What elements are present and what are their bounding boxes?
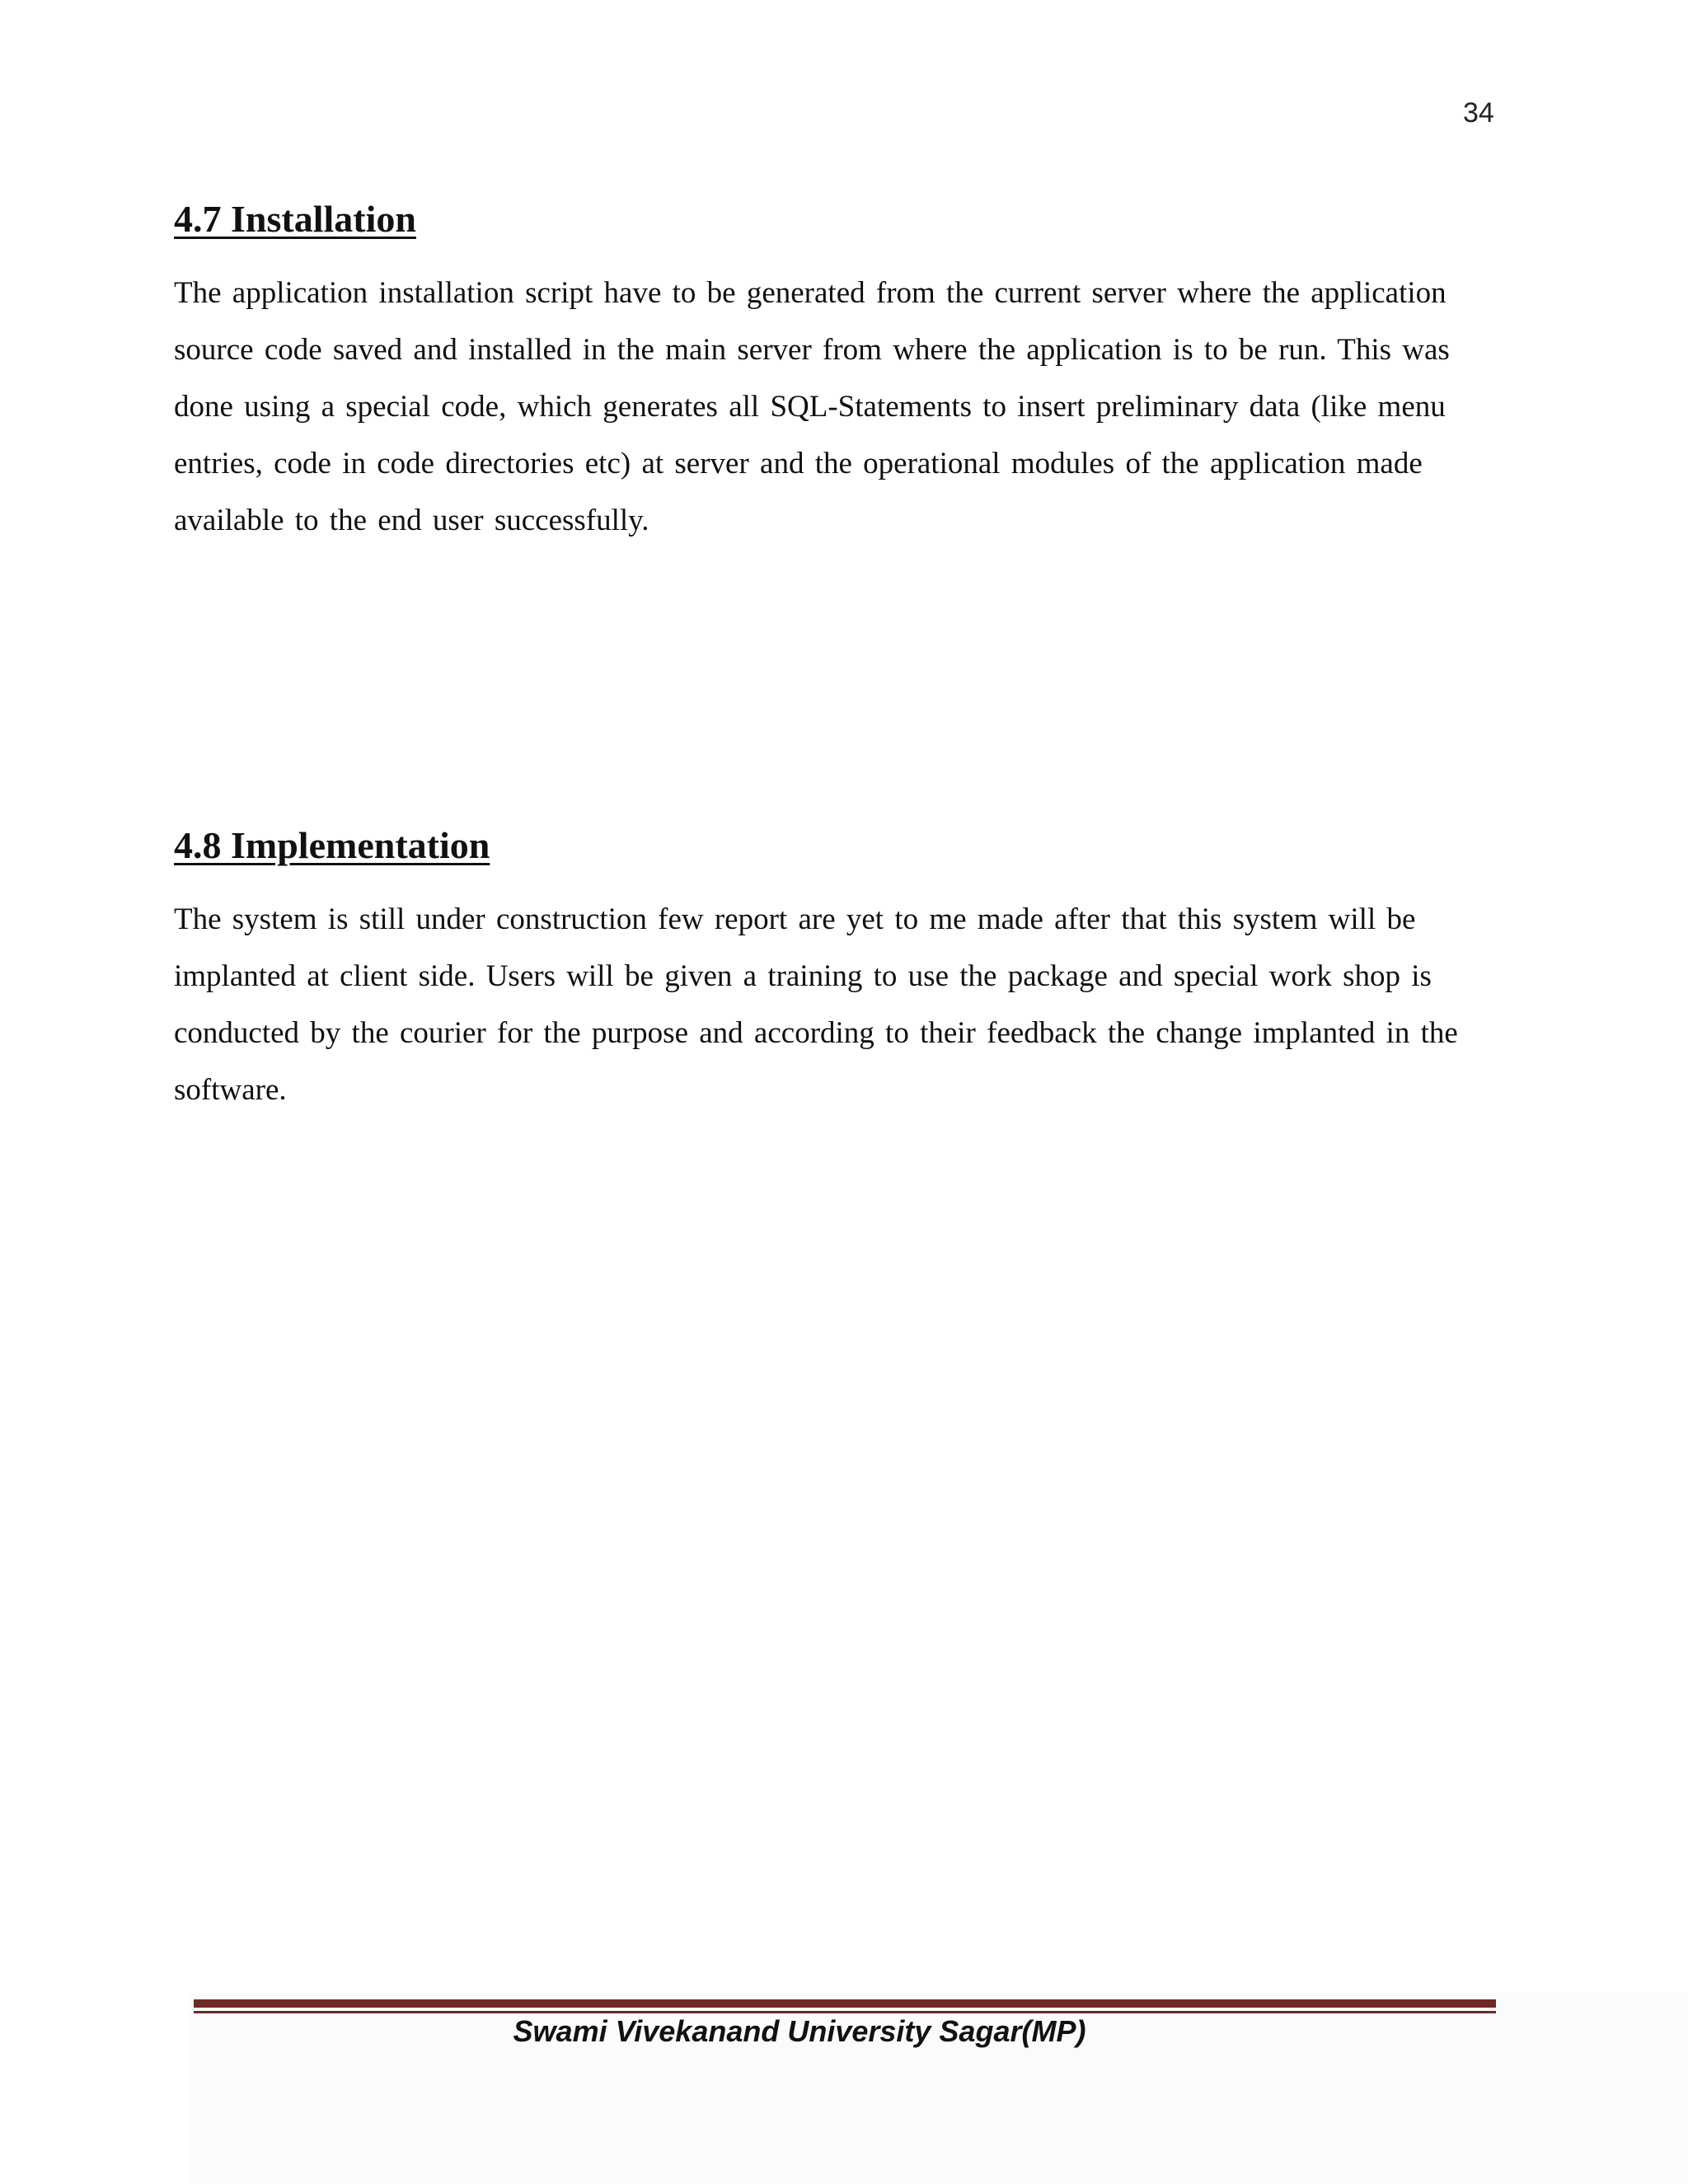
footer-rule: [194, 1999, 1496, 2008]
section-implementation: [174, 823, 1476, 1118]
page-number: 34: [1463, 97, 1494, 129]
section-heading-implementation: 4.8 Implementation: [174, 824, 490, 866]
section-heading-installation: 4.7 Installation: [174, 198, 416, 240]
footer-rule-thin: [194, 2011, 1496, 2013]
section-body-implementation: The system is still under construction few report are yet to me made after that this system will be implanted at client side. Users will be given a training to use the package and special work shop is conducted by the courier for the purpose and according to their feedback the change implanted in the software.: [174, 902, 1458, 1108]
section-body-installation: The application installation script have to be generated from the current server where the application source code saved and installed in the main server from where the application is to be run. This was done using a special code, which generates all SQL-Statements to insert preliminary data (like menu entries, code in code directories etc) at server and the operational modules of the application made available to the end user successfully.: [174, 276, 1450, 538]
footer-university-name: Swami Vivekanand University Sagar(MP): [513, 2014, 1086, 2048]
section-installation: [174, 196, 1476, 549]
